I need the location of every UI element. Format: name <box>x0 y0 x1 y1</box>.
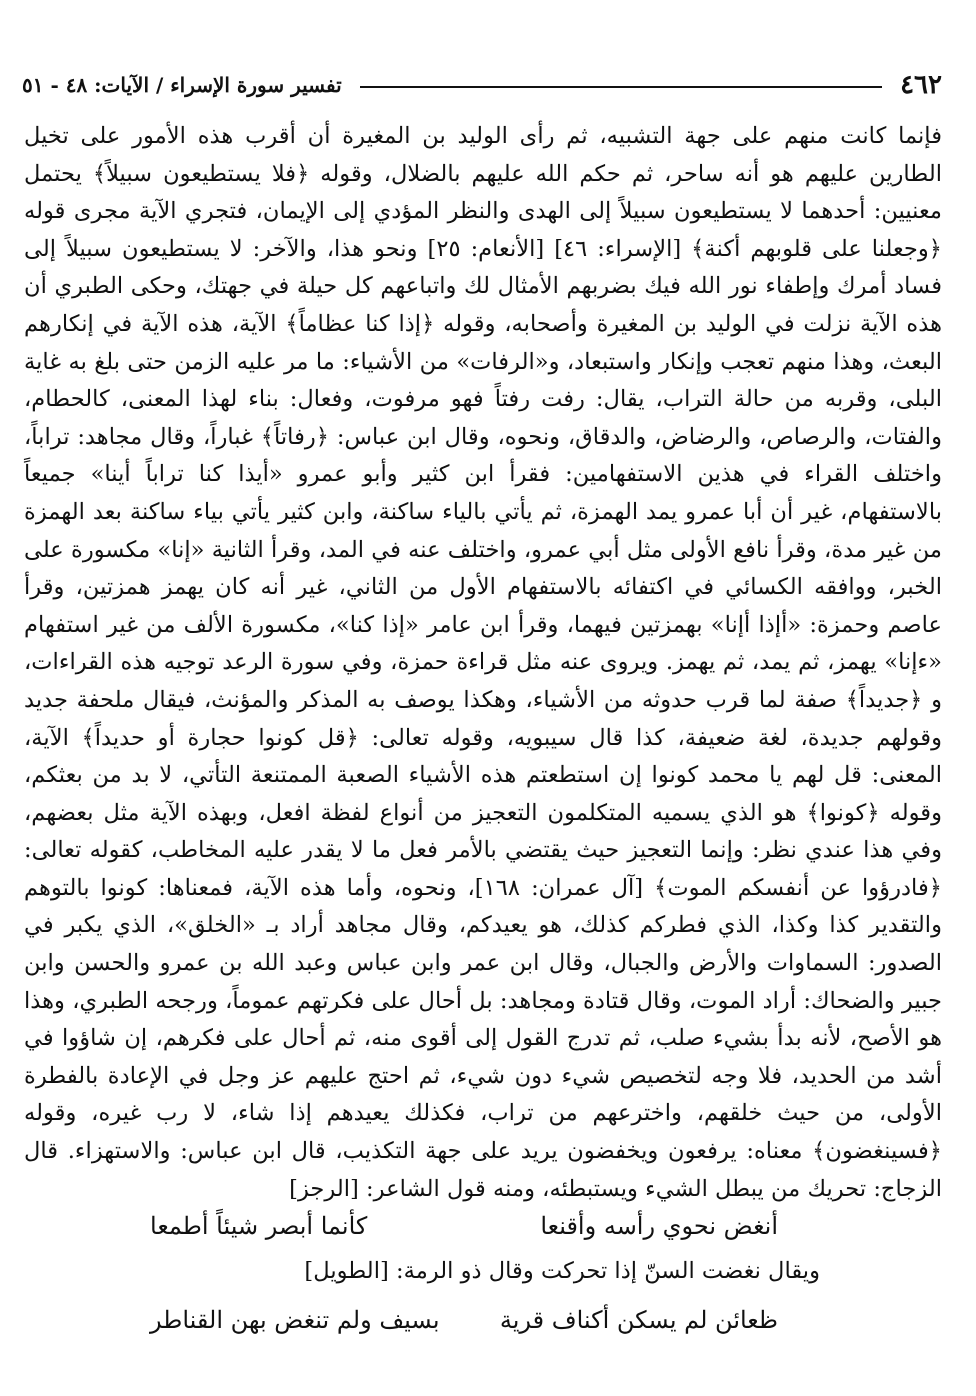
poem-meter-rajaz: [الرجز] <box>289 1175 359 1202</box>
page-number: ٤٦٢ <box>900 70 942 100</box>
poem-2-introduction: ويقال نغضت السنّ إذا تحركت وقال ذو الرمة: [الطويل] <box>304 1258 820 1284</box>
poem-verse-2 <box>150 1306 778 1334</box>
running-title: تفسير سورة الإسراء / الآيات: ٤٨ - ٥١ <box>22 73 342 97</box>
verse-1-first-hemistich: أنغض نحوي رأسه وأقنعا <box>540 1212 778 1240</box>
verse-1-second-hemistich: كأنما أبصر شيئاً أطمعا <box>150 1212 368 1240</box>
header-rule <box>360 86 882 88</box>
page-header <box>22 70 942 100</box>
poem-verse-1 <box>150 1212 778 1240</box>
verse-2-second-hemistich: بسيف ولم تنغض بهن القناطر <box>150 1306 440 1334</box>
commentary-text <box>24 118 942 1208</box>
paragraph-text: فإنما كانت منهم على جهة التشبيه، ثم رأى الوليد بن المغيرة أن أقرب هذه الأمور على تخيل الطارين عليهم هو أنه ساحر، ثم حكم الله عليهم بالضلال، وقوله ﴿فلا يستطيعون سبيلاً﴾ يحتمل معنيين: أحدهما لا يستطيعون سبيلاً إلى الهدى والنظر المؤدي إلى الإيمان، فتجري الآية مجرى قوله ﴿وجعلنا على قلوبهم أكنة﴾ [الإسراء: ٤٦] [الأنعام: ٢٥] ونحو هذا، والآخر: لا يستطيعون سبيلاً إلى فساد أمرك وإطفاء نور الله فيك بضربهم الأمثال لك واتباعهم كل حيلة في جهتك، وحكى الطبري أن هذه الآية نزلت في الوليد بن المغيرة وأصحابه، وقوله ﴿إذا كنا عظاماً﴾ الآية، هذه الآية في إنكارهم البعث، وهذا منهم تعجب وإنكار واستبعاد، و«الرفات» من الأشياء: ما مر عليه الزمن حتى بلغ به غاية البلى، وقربه من حالة التراب، يقال: رفت رفتاً فهو مرفوت، وفعال: بناء لهذا المعنى، كالحطام، والفتات، والرصاص، والرضاض، والدقاق، ونحوه، وقال ابن عباس: ﴿رفاتاً﴾ غباراً، وقال مجاهد: تراباً، واختلف القراء في هذين الاستفهامين: فقرأ ابن كثير وأبو عمرو «أيذا كنا تراباً أينا» جميعاً بالاستفهام، غير أن أبا عمرو يمد الهمزة، ثم يأتي بالياء ساكنة، وابن كثير يأتي بياء ساكنة بعد الهمزة من غير مدة، وقرأ نافع الأولى مثل أبي عمرو، واختلف عنه في المد، وقرأ الثانية «إنا» مكسورة على الخبر، ووافقه الكسائي في اكتفائه بالاستفهام الأول من الثاني، غير أنه كان يهمز همزتين، وقرأ عاصم وحمزة: «أإذا أإنا» بهمزتين فيهما، وقرأ ابن عامر «إذا كنا»، مكسورة الألف من غير استفهام «ءإنا» يهمز، ثم يمد، ثم يهمز. ويروى عنه مثل قراءة حمزة، وفي سورة الرعد توجيه هذه القراءات، و ﴿جديداً﴾ صفة لما قرب حدوثه من الأشياء، وهكذا يوصف به المذكر والمؤنث، فيقال ملحفة جديد وقولهم جديدة، لغة ضعيفة، كذا قال سيبويه، وقوله تعالى: ﴿قل كونوا حجارة أو حديداً﴾ الآية، المعنى: قل لهم يا محمد كونوا إن استطعتم هذه الأشياء الصعبة الممتنعة التأتي، لا بد من بعثكم، وقوله ﴿كونوا﴾ هو الذي يسميه المتكلمون التعجيز من أنواع لفظة افعل، وبهذه الآية مثل بعضهم، وفي هذا عندي نظر: وإنما التعجيز حيث يقتضي بالأمر فعل ما لا يقدر عليه المخاطب، كقوله تعالى: ﴿فادرؤوا عن أنفسكم الموت﴾ [آل عمران: ١٦٨]، ونحوه، وأما هذه الآية، فمعناها: كونوا بالتوهم والتقدير كذا وكذا، الذي فطركم كذلك، هو يعيدكم، وقال مجاهد أراد بـ «الخلق»، الذي يكبر في الصدور: السماوات والأرض والجبال، وقال ابن عمر وابن عباس وعبد الله بن عمرو والحسن وابن جبير والضحاك: أراد الموت، وقال قتادة ومجاهد: بل أحال على فكرتهم عموماً، ورجحه الطبري، وهذا هو الأصح، لأنه بدأ بشيء صلب، ثم تدرج القول إلى أقوى منه، ثم أحال على فكرهم، إن شاؤوا في أشد من الحديد، فلا وجه لتخصيص شيء دون شيء، ثم احتج عليهم عز وجل في الإعادة بالفطرة الأولى، من حيث خلقهم، واخترعهم من تراب، فكذلك يعيدهم إذا شاء، لا رب غيره، وقوله ﴿فسينغضون﴾ معناه: يرفعون ويخفضون يريد على جهة التكذيب، قال ابن عباس: والاستهزاء. قال الزجاج: تحريك من يبطل الشيء ويستبطئه، ومنه قول الشاعر: <box>24 123 942 1202</box>
commentary-paragraph <box>24 118 942 1208</box>
verse-2-first-hemistich: ظعائن لم يسكن أكناف قرية <box>499 1306 778 1334</box>
